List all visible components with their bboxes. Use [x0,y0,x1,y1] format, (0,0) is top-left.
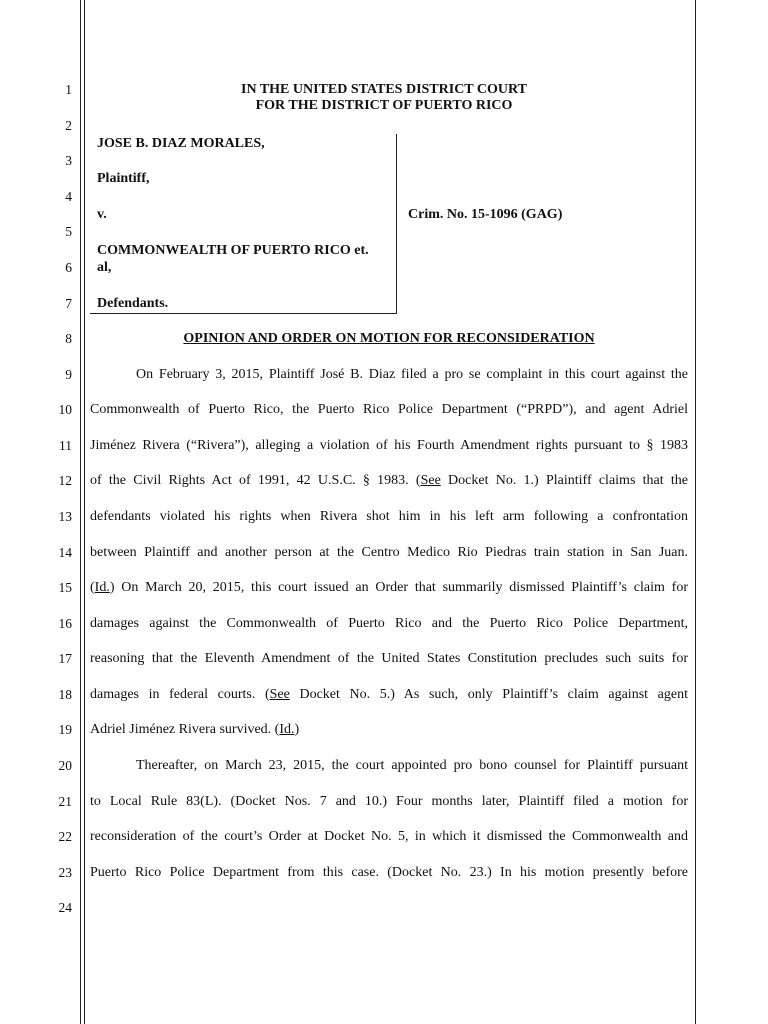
line-number: 23 [58,865,72,880]
line-number: 18 [58,687,72,702]
text-line: Jiménez Rivera (“Rivera”), alleging a violation of his Fourth Amendment rights pursuant to § 1983 [90,438,688,453]
caption-box-right-border [396,134,397,314]
text-line: damages against the Commonwealth of Puerto Rico and the Puerto Rico Police Department, [90,616,688,631]
text-line: between Plaintiff and another person at the Centro Medico Rio Piedras train station in San Juan. [90,545,688,560]
caption-box-bottom-border [90,313,397,314]
line-number: 14 [58,545,72,560]
line-number: 20 [58,758,72,773]
citation-signal: Id. [94,580,110,595]
text-segment: damages in federal courts. ( [90,687,270,702]
line-number: 24 [58,900,72,915]
line-number: 2 [65,118,72,133]
line-number: 11 [59,438,72,453]
line-number: 21 [58,794,72,809]
left-margin-rule-double [84,0,85,1024]
court-name-line1: IN THE UNITED STATES DISTRICT COURT [241,82,527,97]
left-margin-rule [80,0,81,1024]
text-segment: Docket No. 5.) As such, only Plaintiff’s claim against agent [289,687,688,702]
line-number: 15 [58,580,72,595]
text-segment: ) On March 20, 2015, this court issued an Order that summarily dismissed Plaintiff’s claim for [109,580,688,595]
text-line: Puerto Rico Police Department from this case. (Docket No. 23.) In his motion presently before [90,865,688,880]
text-segment: of the Civil Rights Act of 1991, 42 U.S.C. § 1983. ( [90,473,421,488]
right-margin-rule [695,0,696,1024]
text-line [90,580,688,596]
court-name-line2: FOR THE DISTRICT OF PUERTO RICO [255,98,513,113]
citation-signal: See [269,687,290,702]
text-line: to Local Rule 83(L). (Docket Nos. 7 and 10.) Four months later, Plaintiff filed a motion for [90,794,688,809]
line-number: 8 [65,331,72,346]
text-line: Commonwealth of Puerto Rico, the Puerto Rico Police Department (“PRPD”), and agent Adriel [90,402,688,417]
line-number: 16 [58,616,72,631]
text-line: reasoning that the Eleventh Amendment of the United States Constitution precludes such suits for [90,651,688,666]
citation-signal: See [420,473,441,488]
line-number: 9 [65,367,72,382]
line-number: 4 [65,189,72,204]
text-segment: Adriel Jiménez Rivera survived. ( [90,722,280,737]
line-number: 3 [65,153,72,168]
citation-signal: Id. [279,722,295,737]
text-line [90,722,688,738]
text-line [90,473,688,489]
line-number: 1 [65,82,72,97]
versus: v. [97,207,107,222]
plaintiff-role: Plaintiff, [97,171,150,186]
defendant-role: Defendants. [97,296,169,311]
line-number: 12 [58,473,72,488]
case-number: Crim. No. 15-1096 (GAG) [408,207,563,222]
line-number: 17 [58,651,72,666]
line-number: 7 [65,296,72,311]
line-number: 5 [65,224,72,239]
line-number: 10 [58,402,72,417]
line-number: 6 [65,260,72,275]
text-segment: Docket No. 1.) Plaintiff claims that the [440,473,688,488]
defendant-name-line1: COMMONWEALTH OF PUERTO RICO et. [97,243,369,258]
document-title: OPINION AND ORDER ON MOTION FOR RECONSIDERATION [183,331,595,346]
text-line [90,687,688,703]
text-segment: ) [294,722,300,737]
defendant-name-line2: al, [97,260,112,275]
text-line: defendants violated his rights when Rivera shot him in his left arm following a confrontation [90,509,688,524]
line-number: 13 [58,509,72,524]
line-number: 19 [58,722,72,737]
text-segment: ( [90,580,95,595]
plaintiff-name: JOSE B. DIAZ MORALES, [97,136,265,151]
text-line: Thereafter, on March 23, 2015, the court appointed pro bono counsel for Plaintiff pursuant [136,758,688,773]
text-line: On February 3, 2015, Plaintiff José B. Diaz filed a pro se complaint in this court against the [136,367,688,382]
text-line: reconsideration of the court’s Order at Docket No. 5, in which it dismissed the Commonwealth and [90,829,688,844]
line-number: 22 [58,829,72,844]
